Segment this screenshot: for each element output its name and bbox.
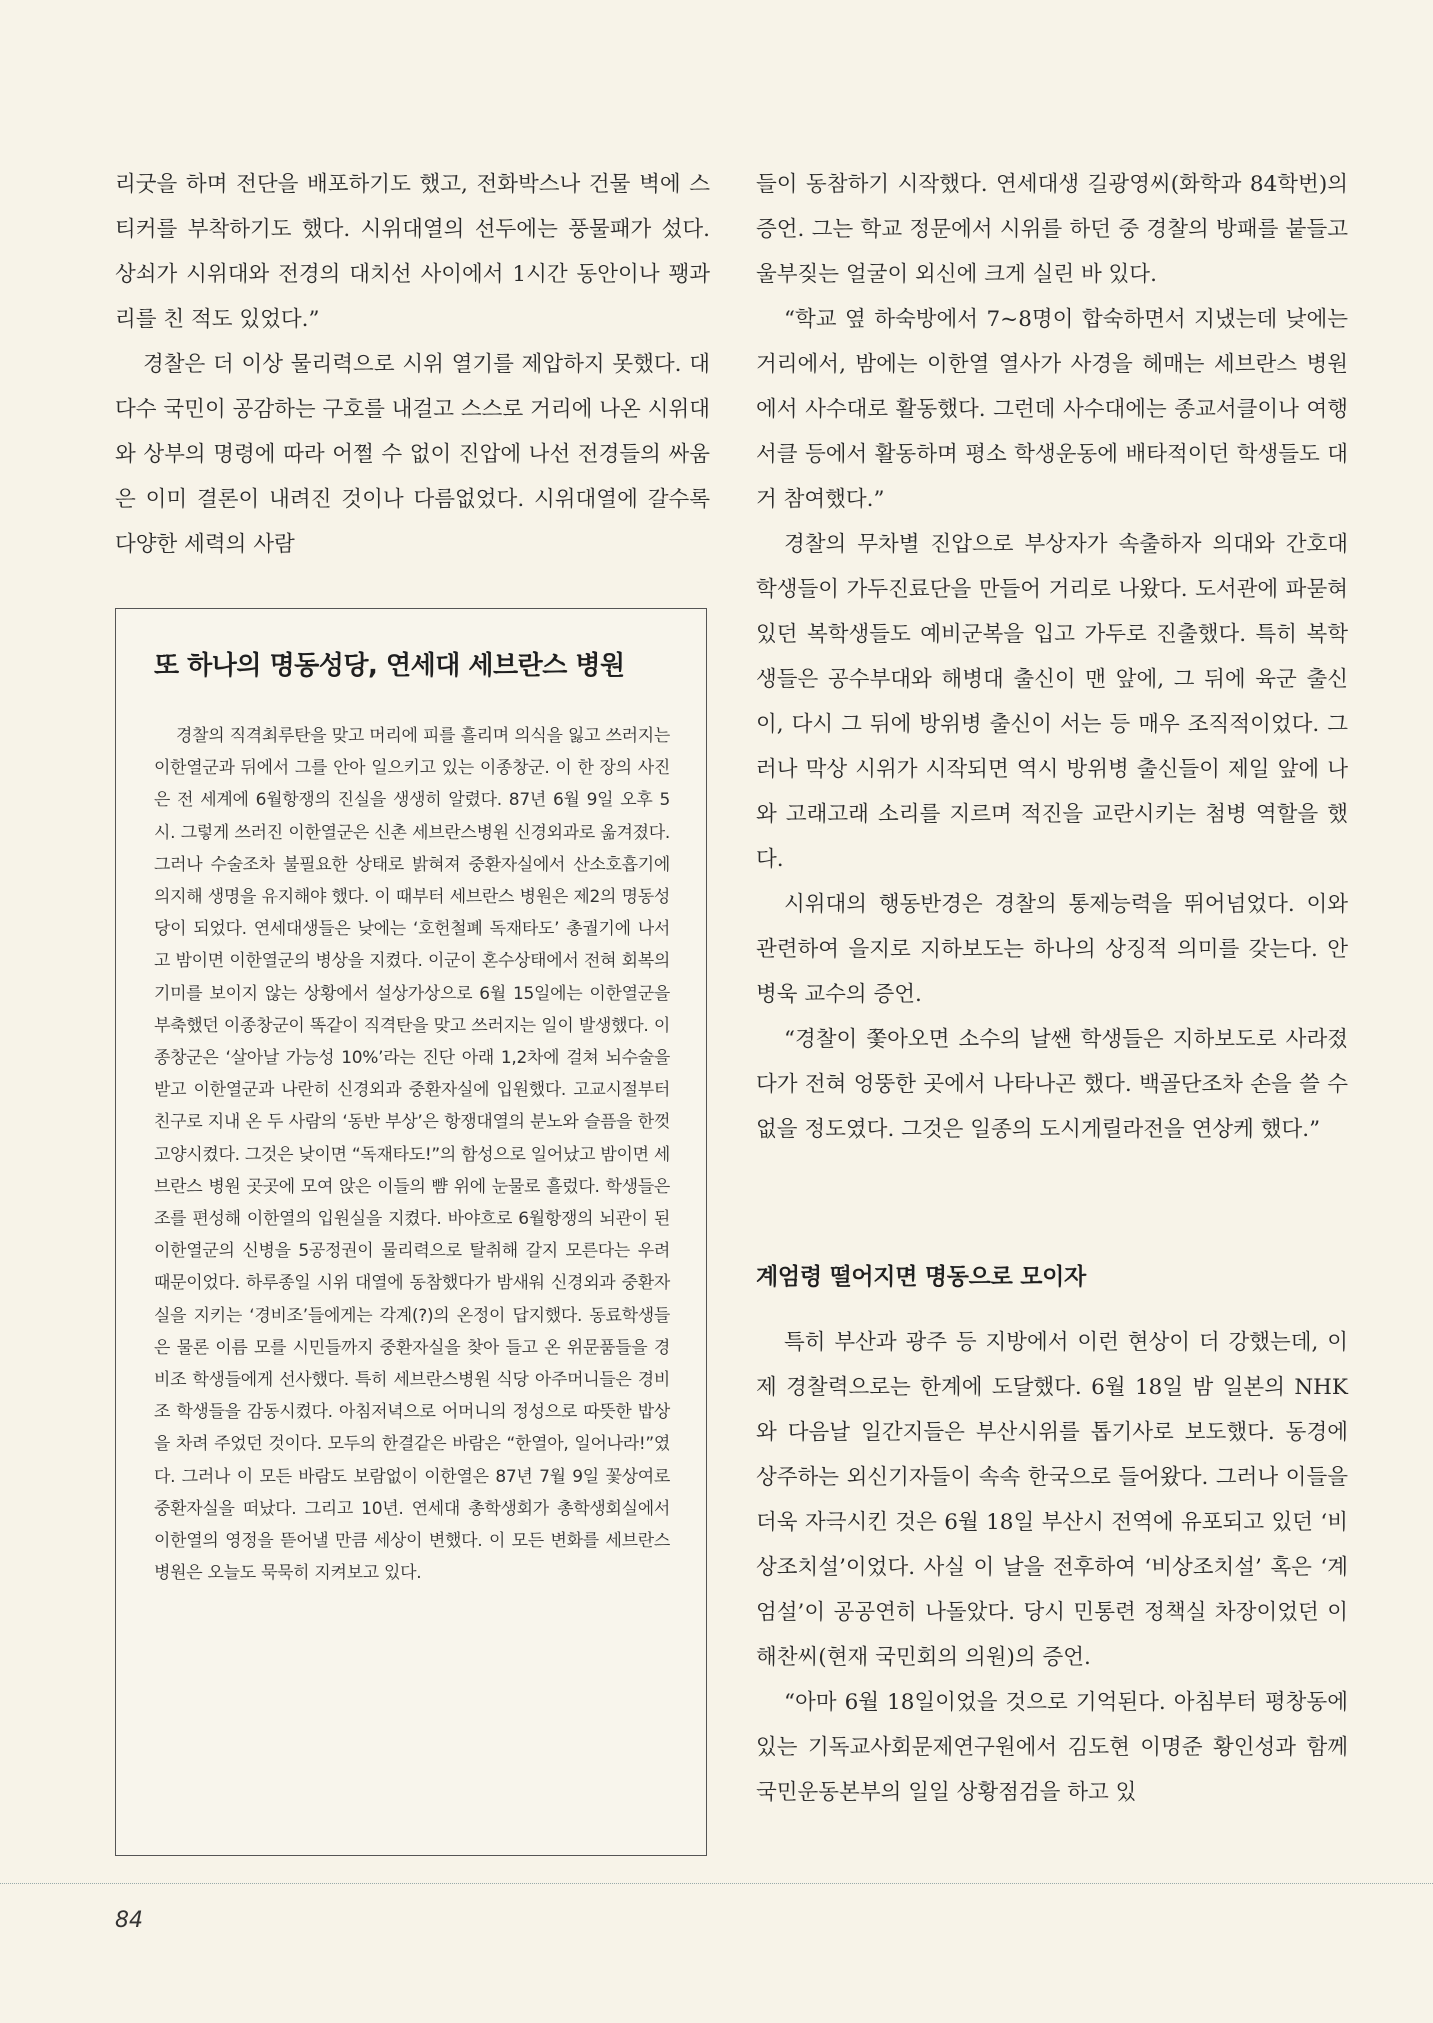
sidebar-body: 경찰의 직격최루탄을 맞고 머리에 피를 흘리며 의식을 잃고 쓰러지는 이한열군과 뒤에서 그를 안아 일으키고 있는 이종창군. 이 한 장의 사진은 전 세계에 6월항쟁의 진실을 생생히 알렸다. 87년 6월 9일 오후 5시. 그렇게 쓰러진 이한열군은 신촌 세브란스병원 신경외과로 옮겨졌다. 그러나 수술조차 불필요한 상태로 밝혀져 중환자실에서 산소호흡기에 의지해 생명을 유지해야 했다. 이 때부터 세브란스 병원은 제2의 명동성당이 되었다. 연세대생들은 낮에는 ‘호헌철폐 독재타도’ 총궐기에 나서고 밤이면 이한열군의 병상을 지켰다. 이군이 혼수상태에서 전혀 회복의 기미를 보이지 않는 상황에서 설상가상으로 6월 15일에는 이한열군을 부축했던 이종창군이 똑같이 직격탄을 맞고 쓰러지는 일이 발생했다. 이종창군은 ‘살아날 가능성 10%’라는 진단 아래 1,2차에 걸쳐 뇌수술을 받고 이한열군과 나란히 신경외과 중환자실에 입원했다. 고교시절부터 친구로 지내 온 두 사람의 ‘동반 부상’은 항쟁대열의 분노와 슬픔을 한껏 고양시켰다. 그것은 낮이면 “독재타도!”의 함성으로 일어났고 밤이면 세브란스 병원 곳곳에 모여 앉은 이들의 뺨 위에 눈물로 흘렀다. 학생들은 조를 편성해 이한열의 입원실을 지켰다. 바야흐로 6월항쟁의 뇌관이 된 이한열군의 신병을 5공정권이 물리력으로 탈취해 갈지 모른다는 우려 때문이었다. 하루종일 시위 대열에 동참했다가 밤새워 신경외과 중환자실을 지키는 ‘경비조’들에게는 각계(?)의 온정이 답지했다. 동료학생들은 물론 이름 모를 시민들까지 중환자실을 찾아 들고 온 위문품들을 경비조 학생들에게 선사했다. 특히 세브란스병원 식당 아주머니들은 경비조 학생들을 감동시켰다. 아침저녁으로 어머니의 정성으로 따뜻한 밥상을 차려 주었던 것이다. 모두의 한결같은 바람은 “한열아, 일어나라!”였다. 그러나 이 모든 바람도 보람없이 이한열은 87년 7월 9일 꽃상여로 중환자실을 떠났다. 그리고 10년. 연세대 총학생회가 총학생회실에서 이한열의 영정을 뜯어낼 만큼 세상이 변했다. 이 모든 변화를 세브란스 병원은 오늘도 묵묵히 지켜보고 있다. [154, 726, 670, 1584]
right-column-section [756, 1320, 1348, 1815]
body-paragraph: 리굿을 하며 전단을 배포하기도 했고, 전화박스나 건물 벽에 스티커를 부착하기도 했다. 시위대열의 선두에는 풍물패가 섰다. 상쇠가 시위대와 전경의 대치선 사이에서 1시간 동안이나 꽹과리를 친 적도 있었다.” [115, 172, 710, 332]
right-column [756, 162, 1348, 1152]
section-heading: 계엄령 떨어지면 명동으로 모이자 [756, 1264, 1086, 1290]
left-column [115, 162, 710, 567]
body-paragraph: “학교 옆 하숙방에서 7~8명이 합숙하면서 지냈는데 낮에는 거리에서, 밤에는 이한열 열사가 사경을 헤매는 세브란스 병원에서 사수대로 활동했다. 그런데 사수대에는 종교서클이나 여행서클 등에서 활동하며 평소 학생운동에 배타적이던 학생들도 대거 참여했다.” [756, 307, 1348, 512]
body-paragraph: 특히 부산과 광주 등 지방에서 이런 현상이 더 강했는데, 이제 경찰력으로는 한계에 도달했다. 6월 18일 밤 일본의 NHK와 다음날 일간지들은 부산시위를 톱기사로 보도했다. 동경에 상주하는 외신기자들이 속속 한국으로 들어왔다. 그러나 이들을 더욱 자극시킨 것은 6월 18일 부산시 전역에 유포되고 있던 ‘비상조치설’이었다. 사실 이 날을 전후하여 ‘비상조치설’ 혹은 ‘계엄설’이 공공연히 나돌았다. 당시 민통련 정책실 차장이었던 이해찬씨(현재 국민회의 의원)의 증언. [756, 1330, 1348, 1670]
body-paragraph: 경찰의 무차별 진압으로 부상자가 속출하자 의대와 간호대 학생들이 가두진료단을 만들어 거리로 나왔다. 도서관에 파묻혀 있던 복학생들도 예비군복을 입고 가두로 진출했다. 특히 복학생들은 공수부대와 해병대 출신이 맨 앞에, 그 뒤에 육군 출신이, 다시 그 뒤에 방위병 출신이 서는 등 매우 조직적이었다. 그러나 막상 시위가 시작되면 역시 방위병 출신들이 제일 앞에 나와 고래고래 소리를 지르며 적진을 교란시키는 첨병 역할을 했다. [756, 532, 1348, 872]
sidebar-box [115, 608, 707, 1856]
body-paragraph: 경찰은 더 이상 물리력으로 시위 열기를 제압하지 못했다. 대다수 국민이 공감하는 구호를 내걸고 스스로 거리에 나온 시위대와 상부의 명령에 따라 어쩔 수 없이 진압에 나선 전경들의 싸움은 이미 결론이 내려진 것이나 다름없었다. 시위대열에 갈수록 다양한 세력의 사람 [115, 352, 710, 557]
page-number: 84 [115, 1908, 143, 1933]
body-paragraph: 들이 동참하기 시작했다. 연세대생 길광영씨(화학과 84학번)의 증언. 그는 학교 정문에서 시위를 하던 중 경찰의 방패를 붙들고 울부짖는 얼굴이 외신에 크게 실린 바 있다. [756, 172, 1348, 287]
footer-divider [0, 1883, 1433, 1884]
body-paragraph: “아마 6월 18일이었을 것으로 기억된다. 아침부터 평창동에 있는 기독교사회문제연구원에서 김도현 이명준 황인성과 함께 국민운동본부의 일일 상황점검을 하고 있 [756, 1690, 1348, 1805]
body-paragraph: 시위대의 행동반경은 경찰의 통제능력을 뛰어넘었다. 이와 관련하여 을지로 지하보도는 하나의 상징적 의미를 갖는다. 안병욱 교수의 증언. [756, 892, 1348, 1007]
sidebar-title: 또 하나의 명동성당, 연세대 세브란스 병원 [154, 651, 625, 681]
body-paragraph: “경찰이 쫓아오면 소수의 날쌘 학생들은 지하보도로 사라졌다가 전혀 엉뚱한 곳에서 나타나곤 했다. 백골단조차 손을 쓸 수 없을 정도였다. 그것은 일종의 도시게릴라전을 연상케 했다.” [756, 1027, 1348, 1142]
